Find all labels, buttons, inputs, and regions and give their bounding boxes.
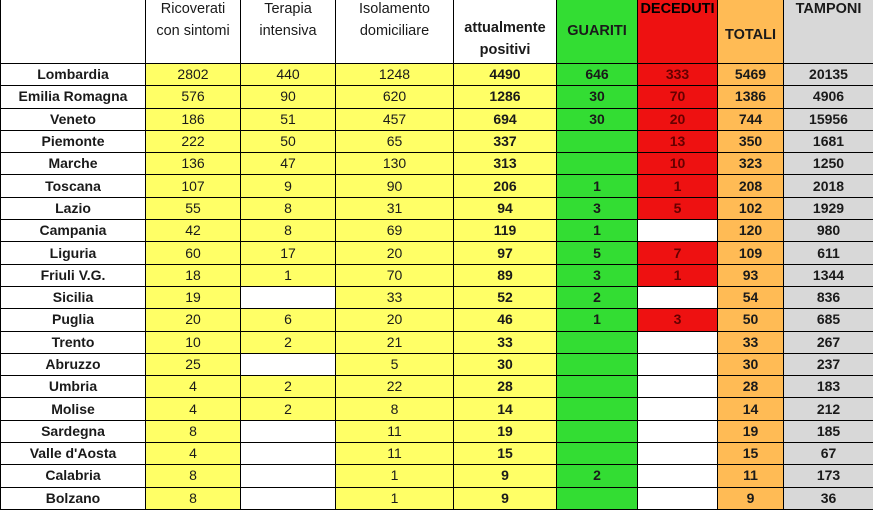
cell-region: Bolzano	[1, 487, 146, 509]
cell-totali: 120	[718, 220, 784, 242]
cell-terapia: 90	[241, 86, 336, 108]
header-isolamento	[336, 0, 454, 64]
cell-deceduti: 20	[638, 108, 718, 130]
cell-ricoverati: 20	[146, 309, 241, 331]
cell-tamponi: 4906	[784, 86, 873, 108]
table-row	[1, 487, 873, 509]
cell-positivi: 94	[454, 197, 557, 219]
header-isolamento-line1: Isolamento	[336, 0, 453, 20]
cell-guariti	[557, 353, 638, 375]
cell-terapia: 51	[241, 108, 336, 130]
cell-totali: 208	[718, 175, 784, 197]
table-row	[1, 376, 873, 398]
cell-totali: 33	[718, 331, 784, 353]
header-guariti-label: GUARITI	[567, 23, 627, 39]
cell-tamponi: 2018	[784, 175, 873, 197]
cell-tamponi: 836	[784, 286, 873, 308]
cell-deceduti: 1	[638, 264, 718, 286]
cell-deceduti: 3	[638, 309, 718, 331]
cell-totali: 744	[718, 108, 784, 130]
cell-positivi: 694	[454, 108, 557, 130]
cell-terapia: 1	[241, 264, 336, 286]
cell-tamponi: 1250	[784, 153, 873, 175]
cell-deceduti: 70	[638, 86, 718, 108]
cell-isolamento: 33	[336, 286, 454, 308]
cell-region: Trento	[1, 331, 146, 353]
cell-tamponi: 685	[784, 309, 873, 331]
cell-isolamento: 31	[336, 197, 454, 219]
cell-guariti: 2	[557, 465, 638, 487]
cell-terapia: 8	[241, 197, 336, 219]
cell-totali: 9	[718, 487, 784, 509]
header-totali	[718, 0, 784, 64]
header-totali-label: TOTALI	[725, 27, 776, 43]
header-guariti	[557, 0, 638, 64]
table-row	[1, 64, 873, 86]
table-row	[1, 398, 873, 420]
cell-ricoverati: 18	[146, 264, 241, 286]
cell-terapia: 9	[241, 175, 336, 197]
cell-region: Piemonte	[1, 130, 146, 152]
cell-isolamento: 1	[336, 465, 454, 487]
cell-positivi: 97	[454, 242, 557, 264]
cell-totali: 14	[718, 398, 784, 420]
header-ricoverati-line1: Ricoverati	[146, 0, 240, 20]
cell-tamponi: 183	[784, 376, 873, 398]
cell-region: Umbria	[1, 376, 146, 398]
table-row	[1, 286, 873, 308]
table-row	[1, 130, 873, 152]
cell-totali: 350	[718, 130, 784, 152]
header-ricoverati-line2: con sintomi	[146, 20, 240, 42]
cell-guariti: 2	[557, 286, 638, 308]
cell-deceduti	[638, 487, 718, 509]
cell-totali: 28	[718, 376, 784, 398]
cell-deceduti	[638, 353, 718, 375]
cell-guariti: 646	[557, 64, 638, 86]
header-positivi-line2: positivi	[454, 39, 556, 61]
cell-ricoverati: 222	[146, 130, 241, 152]
cell-ricoverati: 8	[146, 487, 241, 509]
cell-totali: 15	[718, 443, 784, 465]
cell-tamponi: 212	[784, 398, 873, 420]
cell-region: Campania	[1, 220, 146, 242]
cell-tamponi: 173	[784, 465, 873, 487]
cell-isolamento: 620	[336, 86, 454, 108]
header-positivi	[454, 0, 557, 64]
cell-isolamento: 130	[336, 153, 454, 175]
cell-region: Molise	[1, 398, 146, 420]
cell-region: Calabria	[1, 465, 146, 487]
cell-guariti: 30	[557, 86, 638, 108]
cell-guariti: 1	[557, 220, 638, 242]
cell-deceduti	[638, 286, 718, 308]
cell-totali: 11	[718, 465, 784, 487]
table-row	[1, 197, 873, 219]
header-terapia	[241, 0, 336, 64]
cell-terapia: 2	[241, 398, 336, 420]
cell-deceduti: 10	[638, 153, 718, 175]
cell-deceduti	[638, 376, 718, 398]
cell-isolamento: 69	[336, 220, 454, 242]
cell-guariti	[557, 130, 638, 152]
cell-isolamento: 21	[336, 331, 454, 353]
cell-ricoverati: 576	[146, 86, 241, 108]
cell-region: Lombardia	[1, 64, 146, 86]
cell-isolamento: 11	[336, 443, 454, 465]
cell-deceduti	[638, 220, 718, 242]
table-row	[1, 108, 873, 130]
table-body	[1, 64, 873, 510]
cell-ricoverati: 4	[146, 398, 241, 420]
table-row	[1, 86, 873, 108]
cell-deceduti: 13	[638, 130, 718, 152]
cell-totali: 5469	[718, 64, 784, 86]
table-row	[1, 420, 873, 442]
cell-region: Veneto	[1, 108, 146, 130]
cell-terapia: 6	[241, 309, 336, 331]
cell-terapia: 50	[241, 130, 336, 152]
cell-tamponi: 20135	[784, 64, 873, 86]
cell-ricoverati: 8	[146, 420, 241, 442]
header-deceduti	[638, 0, 718, 64]
cell-tamponi: 1344	[784, 264, 873, 286]
cell-terapia	[241, 353, 336, 375]
cell-ricoverati: 2802	[146, 64, 241, 86]
cell-positivi: 119	[454, 220, 557, 242]
cell-totali: 30	[718, 353, 784, 375]
cell-ricoverati: 25	[146, 353, 241, 375]
cell-positivi: 46	[454, 309, 557, 331]
cell-deceduti: 1	[638, 175, 718, 197]
cell-tamponi: 267	[784, 331, 873, 353]
cell-terapia: 440	[241, 64, 336, 86]
cell-totali: 50	[718, 309, 784, 331]
cell-positivi: 206	[454, 175, 557, 197]
cell-isolamento: 1	[336, 487, 454, 509]
table-row	[1, 264, 873, 286]
cell-isolamento: 70	[336, 264, 454, 286]
cell-guariti: 1	[557, 175, 638, 197]
cell-isolamento: 65	[336, 130, 454, 152]
cell-isolamento: 90	[336, 175, 454, 197]
cell-ricoverati: 19	[146, 286, 241, 308]
cell-guariti: 5	[557, 242, 638, 264]
cell-positivi: 14	[454, 398, 557, 420]
cell-ricoverati: 136	[146, 153, 241, 175]
cell-guariti	[557, 443, 638, 465]
cell-tamponi: 15956	[784, 108, 873, 130]
header-positivi-line1: attualmente	[454, 17, 556, 39]
cell-ricoverati: 55	[146, 197, 241, 219]
cell-terapia	[241, 420, 336, 442]
cell-guariti	[557, 331, 638, 353]
cell-guariti: 1	[557, 309, 638, 331]
cell-totali: 19	[718, 420, 784, 442]
cell-region: Toscana	[1, 175, 146, 197]
cell-terapia: 17	[241, 242, 336, 264]
cell-positivi: 9	[454, 465, 557, 487]
cell-positivi: 52	[454, 286, 557, 308]
cell-isolamento: 22	[336, 376, 454, 398]
cell-totali: 93	[718, 264, 784, 286]
cell-terapia: 2	[241, 331, 336, 353]
cell-positivi: 89	[454, 264, 557, 286]
cell-guariti	[557, 487, 638, 509]
header-tamponi	[784, 0, 873, 64]
cell-tamponi: 185	[784, 420, 873, 442]
table-row	[1, 175, 873, 197]
cell-ricoverati: 4	[146, 376, 241, 398]
cell-guariti	[557, 153, 638, 175]
cell-guariti	[557, 398, 638, 420]
cell-guariti: 3	[557, 197, 638, 219]
table-row	[1, 353, 873, 375]
cell-totali: 1386	[718, 86, 784, 108]
cell-positivi: 4490	[454, 64, 557, 86]
cell-positivi: 313	[454, 153, 557, 175]
table-row	[1, 331, 873, 353]
cell-positivi: 19	[454, 420, 557, 442]
cell-deceduti	[638, 443, 718, 465]
cell-positivi: 1286	[454, 86, 557, 108]
header-region	[1, 0, 146, 64]
header-tamponi-label: TAMPONI	[796, 1, 862, 17]
cell-tamponi: 611	[784, 242, 873, 264]
cell-region: Friuli V.G.	[1, 264, 146, 286]
table-row	[1, 443, 873, 465]
cell-region: Marche	[1, 153, 146, 175]
cell-ricoverati: 42	[146, 220, 241, 242]
cell-isolamento: 11	[336, 420, 454, 442]
cell-region: Valle d'Aosta	[1, 443, 146, 465]
table-row	[1, 242, 873, 264]
table-row	[1, 309, 873, 331]
cell-terapia	[241, 487, 336, 509]
cell-positivi: 28	[454, 376, 557, 398]
cell-totali: 323	[718, 153, 784, 175]
header-row	[1, 0, 873, 64]
cell-tamponi: 1681	[784, 130, 873, 152]
cell-region: Puglia	[1, 309, 146, 331]
cell-tamponi: 237	[784, 353, 873, 375]
cell-positivi: 337	[454, 130, 557, 152]
cell-positivi: 33	[454, 331, 557, 353]
cell-region: Sicilia	[1, 286, 146, 308]
cell-terapia	[241, 286, 336, 308]
cell-deceduti	[638, 465, 718, 487]
cell-deceduti: 333	[638, 64, 718, 86]
cell-ricoverati: 60	[146, 242, 241, 264]
cell-positivi: 9	[454, 487, 557, 509]
cell-tamponi: 980	[784, 220, 873, 242]
cell-region: Liguria	[1, 242, 146, 264]
cell-tamponi: 67	[784, 443, 873, 465]
cell-region: Emilia Romagna	[1, 86, 146, 108]
cell-terapia	[241, 465, 336, 487]
cell-guariti: 30	[557, 108, 638, 130]
cell-region: Sardegna	[1, 420, 146, 442]
cell-guariti: 3	[557, 264, 638, 286]
cell-tamponi: 36	[784, 487, 873, 509]
cell-totali: 109	[718, 242, 784, 264]
cell-isolamento: 457	[336, 108, 454, 130]
cell-totali: 54	[718, 286, 784, 308]
cell-isolamento: 20	[336, 242, 454, 264]
cell-guariti	[557, 420, 638, 442]
cell-ricoverati: 107	[146, 175, 241, 197]
cell-terapia: 2	[241, 376, 336, 398]
cell-isolamento: 5	[336, 353, 454, 375]
cell-guariti	[557, 376, 638, 398]
table-row	[1, 153, 873, 175]
cell-isolamento: 8	[336, 398, 454, 420]
table-row	[1, 220, 873, 242]
cell-deceduti: 5	[638, 197, 718, 219]
cell-region: Abruzzo	[1, 353, 146, 375]
table-row	[1, 465, 873, 487]
cell-deceduti	[638, 420, 718, 442]
cell-terapia	[241, 443, 336, 465]
cell-deceduti	[638, 398, 718, 420]
cell-ricoverati: 10	[146, 331, 241, 353]
cell-isolamento: 1248	[336, 64, 454, 86]
header-deceduti-label: DECEDUTI	[640, 1, 714, 17]
cell-deceduti	[638, 331, 718, 353]
cell-terapia: 8	[241, 220, 336, 242]
cell-positivi: 15	[454, 443, 557, 465]
cell-tamponi: 1929	[784, 197, 873, 219]
cell-deceduti: 7	[638, 242, 718, 264]
cell-ricoverati: 8	[146, 465, 241, 487]
cell-positivi: 30	[454, 353, 557, 375]
header-ricoverati	[146, 0, 241, 64]
header-terapia-line2: intensiva	[241, 20, 335, 42]
cell-terapia: 47	[241, 153, 336, 175]
cell-isolamento: 20	[336, 309, 454, 331]
cell-ricoverati: 186	[146, 108, 241, 130]
header-isolamento-line2: domiciliare	[336, 20, 453, 42]
header-terapia-line1: Terapia	[241, 0, 335, 20]
cell-region: Lazio	[1, 197, 146, 219]
cell-ricoverati: 4	[146, 443, 241, 465]
cell-totali: 102	[718, 197, 784, 219]
